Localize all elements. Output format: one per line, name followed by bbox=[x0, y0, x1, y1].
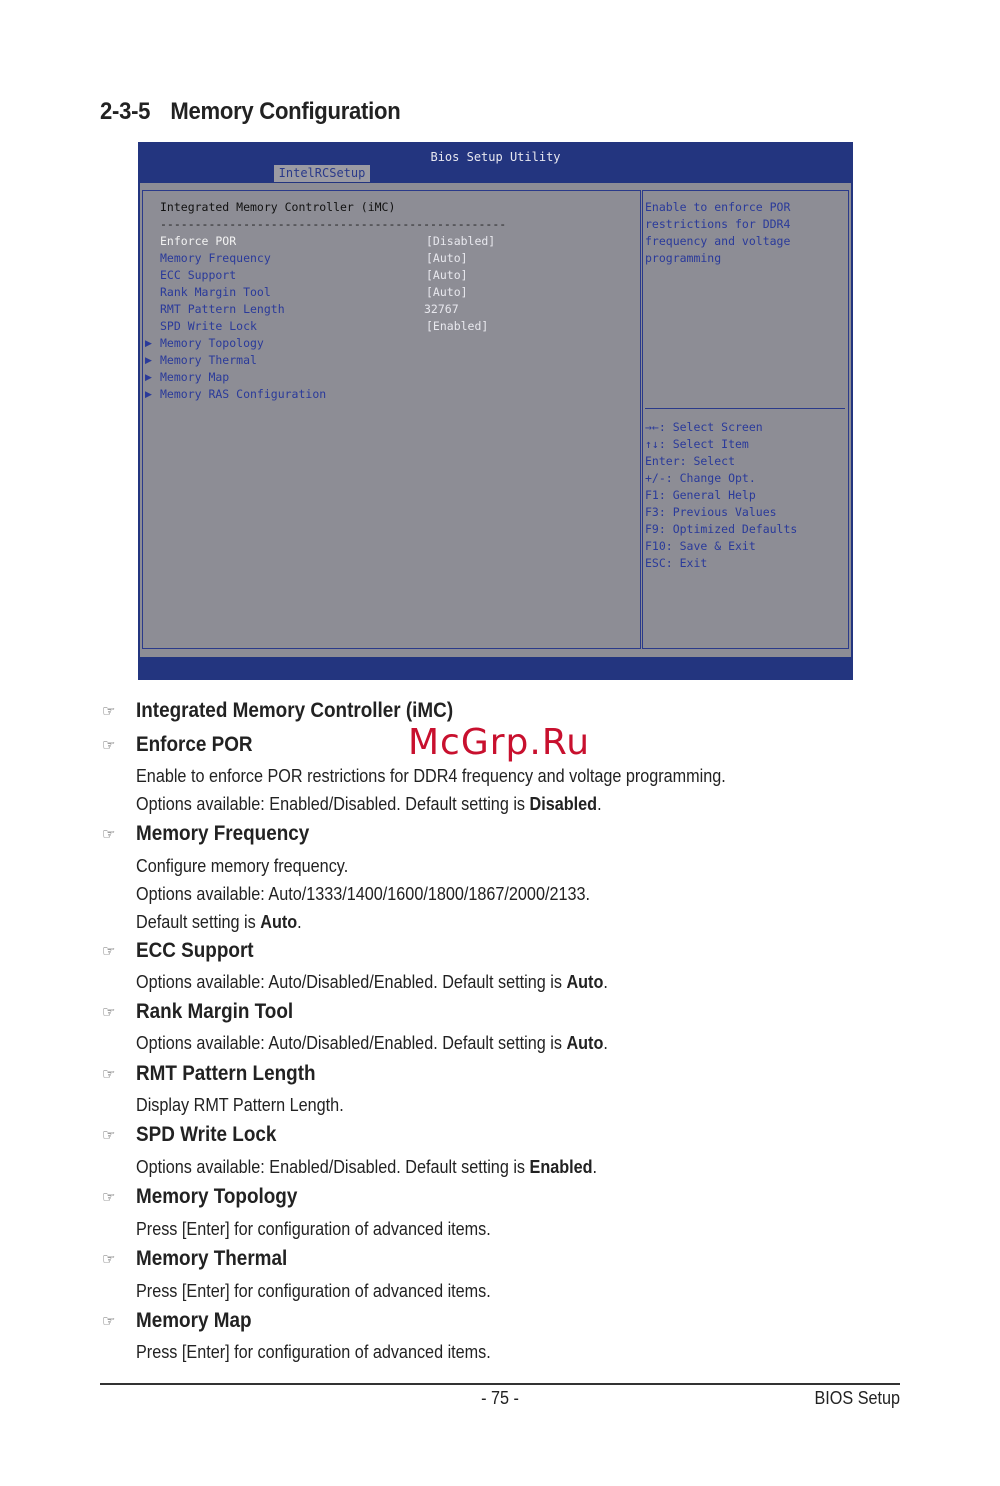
section-number: 2-3-5 bbox=[100, 98, 151, 125]
bios-title: Bios Setup Utility bbox=[430, 150, 561, 164]
pointing-hand-icon: ☞ bbox=[102, 1313, 116, 1330]
item-title: Memory Frequency bbox=[136, 822, 310, 845]
help-line: frequency and voltage bbox=[645, 234, 791, 248]
setting-label: SPD Write Lock bbox=[160, 319, 257, 333]
item-description: Press [Enter] for configuration of advanced items. bbox=[136, 1219, 491, 1239]
bios-bottom-bar bbox=[138, 658, 853, 680]
pointing-hand-icon: ☞ bbox=[102, 1127, 116, 1144]
key-hint: +/-: Change Opt. bbox=[645, 471, 756, 485]
setting-label: Memory Frequency bbox=[160, 251, 271, 265]
item-description: Configure memory frequency. bbox=[136, 856, 349, 876]
pointing-hand-icon: ☞ bbox=[102, 1251, 116, 1268]
help-line: Enable to enforce POR bbox=[645, 200, 791, 214]
section-title bbox=[100, 98, 400, 126]
setting-value: [Auto] bbox=[426, 285, 468, 299]
submenu-label: Memory RAS Configuration bbox=[160, 387, 327, 401]
pointing-hand-icon: ☞ bbox=[102, 703, 116, 720]
key-hint: →←: Select Screen bbox=[645, 420, 763, 434]
item-title: Memory Topology bbox=[136, 1185, 298, 1208]
key-hint: ESC: Exit bbox=[645, 556, 708, 570]
item-title: SPD Write Lock bbox=[136, 1123, 277, 1146]
key-hint: F10: Save & Exit bbox=[645, 539, 756, 553]
item-description: Options available: Auto/Disabled/Enabled. Default setting is Auto. bbox=[136, 972, 608, 992]
item-description: Press [Enter] for configuration of advanced items. bbox=[136, 1281, 491, 1301]
setting-value: [Auto] bbox=[426, 251, 468, 265]
pointing-hand-icon: ☞ bbox=[102, 1066, 116, 1083]
item-description: Enable to enforce POR restrictions for DDR4 frequency and voltage programming. bbox=[136, 766, 726, 786]
item-title: RMT Pattern Length bbox=[136, 1062, 316, 1085]
setting-value: [Enabled] bbox=[426, 319, 489, 333]
help-line: restrictions for DDR4 bbox=[645, 217, 791, 231]
item-description: Options available: Auto/Disabled/Enabled. Default setting is Auto. bbox=[136, 1033, 608, 1053]
item-description: Display RMT Pattern Length. bbox=[136, 1095, 344, 1115]
item-description: Options available: Enabled/Disabled. Default setting is Enabled. bbox=[136, 1157, 598, 1177]
item-title: Enforce POR bbox=[136, 733, 253, 756]
item-title: Integrated Memory Controller (iMC) bbox=[136, 699, 454, 722]
item-description: Options available: Auto/1333/1400/1600/1800/1867/2000/2133. bbox=[136, 884, 590, 904]
triangle-right-icon: ▶ bbox=[145, 355, 152, 365]
section-name: Memory Configuration bbox=[170, 98, 401, 125]
triangle-right-icon: ▶ bbox=[145, 389, 152, 399]
submenu-label: Memory Map bbox=[160, 370, 230, 384]
watermark: McGrp.Ru bbox=[408, 722, 591, 763]
triangle-right-icon: ▶ bbox=[145, 338, 152, 348]
item-title: Memory Map bbox=[136, 1309, 252, 1332]
item-description: Default setting is Auto. bbox=[136, 912, 302, 932]
item-title: ECC Support bbox=[136, 939, 254, 962]
pointing-hand-icon: ☞ bbox=[102, 826, 116, 843]
pointing-hand-icon: ☞ bbox=[102, 1189, 116, 1206]
footer-section-name: BIOS Setup bbox=[814, 1388, 900, 1408]
pointing-hand-icon: ☞ bbox=[102, 1004, 116, 1021]
pointing-hand-icon: ☞ bbox=[102, 737, 116, 754]
item-title: Memory Thermal bbox=[136, 1247, 288, 1270]
item-description: Press [Enter] for configuration of advanced items. bbox=[136, 1342, 491, 1362]
setting-label: ECC Support bbox=[160, 268, 237, 282]
help-divider bbox=[645, 408, 845, 409]
setting-label: Enforce POR bbox=[160, 234, 237, 248]
setting-label: Rank Margin Tool bbox=[160, 285, 271, 299]
key-hint: ↑↓: Select Item bbox=[645, 437, 749, 451]
bios-screenshot bbox=[138, 142, 853, 680]
triangle-right-icon: ▶ bbox=[145, 372, 152, 382]
setting-value: [Auto] bbox=[426, 268, 468, 282]
setting-value: 32767 bbox=[424, 302, 459, 316]
item-description: Options available: Enabled/Disabled. Default setting is Disabled. bbox=[136, 794, 602, 814]
bios-separator: -------------------------------------------------- bbox=[160, 217, 507, 231]
key-hint: Enter: Select bbox=[645, 454, 736, 468]
footer-divider bbox=[100, 1383, 900, 1385]
submenu-label: Memory Topology bbox=[160, 336, 264, 350]
pointing-hand-icon: ☞ bbox=[102, 943, 116, 960]
item-title: Rank Margin Tool bbox=[136, 1000, 294, 1023]
bios-header: Integrated Memory Controller (iMC) bbox=[160, 200, 396, 214]
key-hint: F1: General Help bbox=[645, 488, 756, 502]
page-number: - 75 - bbox=[481, 1388, 519, 1408]
help-line: programming bbox=[645, 251, 722, 265]
setting-value: [Disabled] bbox=[426, 234, 496, 248]
key-hint: F3: Previous Values bbox=[645, 505, 777, 519]
tab-intelrcsetup[interactable]: IntelRCSetup bbox=[274, 165, 370, 182]
key-hint: F9: Optimized Defaults bbox=[645, 522, 798, 536]
setting-label: RMT Pattern Length bbox=[160, 302, 285, 316]
submenu-label: Memory Thermal bbox=[160, 353, 257, 367]
